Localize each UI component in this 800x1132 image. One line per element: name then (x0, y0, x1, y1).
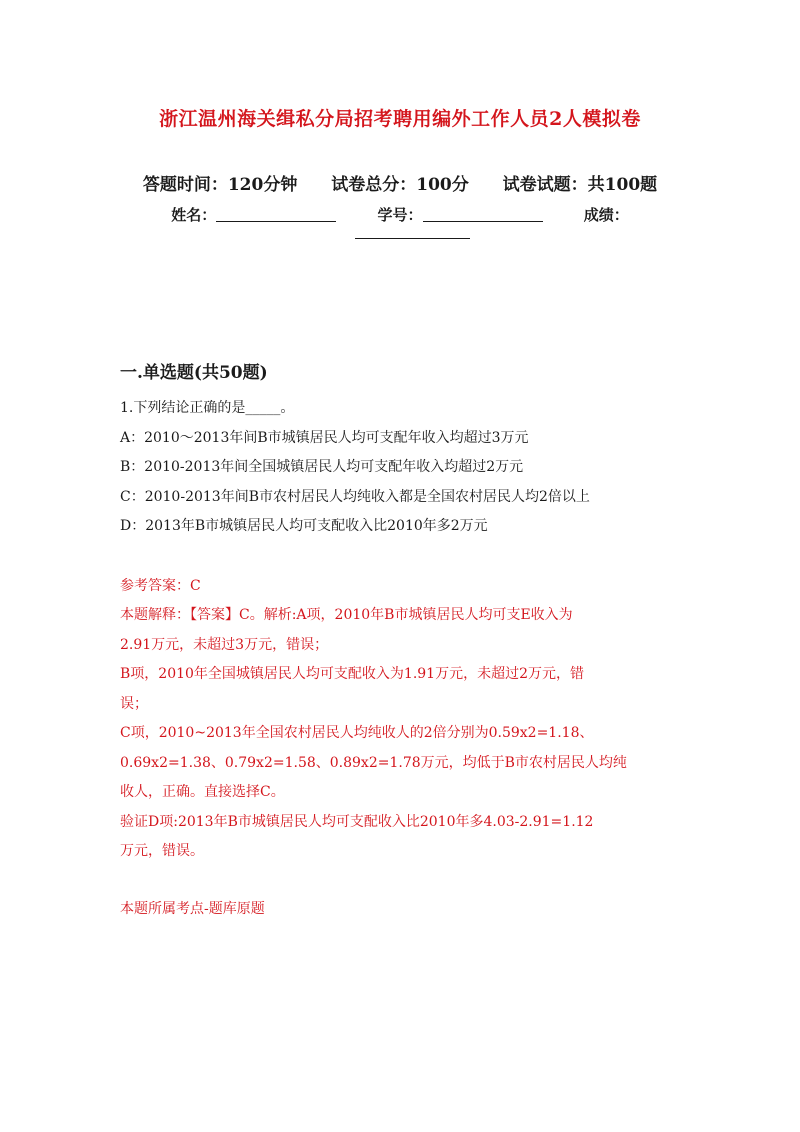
topic-tag: 本题所属考点-题库原题 (120, 900, 265, 917)
exam-time: 答题时间：120分钟 (142, 175, 298, 195)
explanation-line: 0.69x2=1.38、0.79x2=1.58、0.89x2=1.78万元，均低于B市农村居民人均纯 (120, 754, 627, 771)
explanation-line: 本题解释：【答案】C。解析:A项，2010年B市城镇居民人均可支E收入为 (120, 607, 573, 623)
explanation-line: B项，2010年全国城镇居民人均可支配收入为1.91万元，未超过2万元，错 (120, 666, 584, 682)
spacer (120, 867, 680, 895)
grade-blank[interactable] (355, 226, 470, 239)
student-fields (0, 204, 800, 225)
section-title: 一.单选题(共50题) (120, 363, 268, 383)
explanation-line: 收人，正确。直接选择C。 (120, 784, 285, 800)
explanation-line: C项，2010~2013年全国农村居民人均纯收人的2倍分别为0.59x2=1.18、 (120, 725, 594, 741)
reference-answer: 参考答案：C (120, 577, 201, 594)
question-stem: 1.下列结论正确的是_____。 (120, 400, 295, 416)
grade-field (584, 206, 629, 224)
explanation-line: 误； (120, 695, 148, 712)
id-label: 学号： (377, 206, 423, 224)
exam-meta (0, 170, 800, 195)
question-block (120, 394, 680, 924)
explanation-line: 2.91万元，未超过3万元，错误； (120, 636, 329, 653)
explanation-line: 验证D项:2013年B市城镇居民人均可支配收入比2010年多4.03-2.91=1.12 (120, 813, 594, 830)
option-d[interactable]: D：2013年B市城镇居民人均可支配收入比2010年多2万元 (120, 518, 488, 534)
option-b[interactable]: B：2010-2013年间全国城镇居民人均可支配年收入均超过2万元 (120, 459, 524, 475)
exam-score: 试卷总分：100分 (331, 175, 469, 195)
explanation-line: 万元，错误。 (120, 843, 204, 859)
exam-question-count: 试卷试题：共100题 (502, 175, 658, 195)
id-field (377, 206, 547, 224)
spacer (120, 542, 680, 572)
name-label: 姓名： (171, 206, 217, 224)
id-blank[interactable] (423, 207, 543, 222)
option-c[interactable]: C：2010-2013年间B市农村居民人均纯收入都是全国农村居民人均2倍以上 (120, 488, 590, 505)
option-a[interactable]: A：2010～2013年间B市城镇居民人均可支配年收入均超过3万元 (120, 429, 529, 446)
grade-label: 成绩： (583, 206, 629, 224)
name-field (171, 206, 341, 224)
exam-title: 浙江温州海关缉私分局招考聘用编外工作人员2人模拟卷 (159, 108, 641, 130)
name-blank[interactable] (216, 207, 336, 222)
